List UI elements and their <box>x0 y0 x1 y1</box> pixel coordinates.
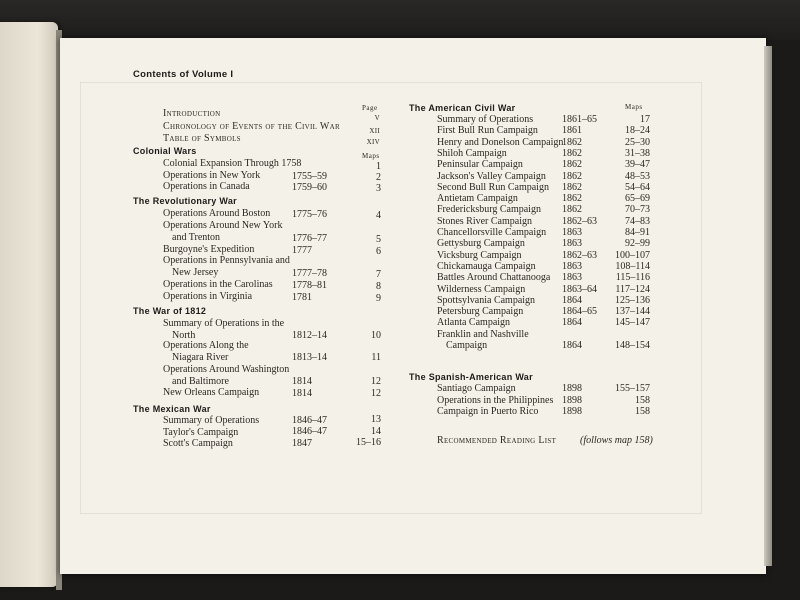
toc-item: Henry and Donelson Campaign <box>437 136 564 148</box>
heading-spanish-american-war: The Spanish-American War <box>409 372 533 382</box>
toc-item-maps: 145–147 <box>615 317 650 329</box>
toc-item: Operations Along the <box>163 340 249 351</box>
toc-item-cont: Campaign <box>446 340 488 352</box>
toc-item: Wilderness Campaign <box>437 283 526 295</box>
reading-list-note: (follows map 158) <box>580 435 653 446</box>
toc-item-cont: and Trenton <box>172 232 221 243</box>
toc-item: Atlanta Campaign <box>437 317 511 329</box>
toc-item-years: 1862–63 <box>562 215 597 227</box>
heading-colonial-wars: Colonial Wars <box>133 146 197 156</box>
toc-item-cont: Niagara River <box>172 352 229 363</box>
toc-item-years: 1814 <box>292 388 312 399</box>
toc-item-maps: 125–136 <box>615 294 650 306</box>
toc-item-years: 1863 <box>562 227 582 238</box>
toc-item: Operations Around Boston <box>163 208 271 219</box>
toc-item-maps: 65–69 <box>625 193 650 205</box>
toc-item: Battles Around Chattanooga <box>437 272 551 284</box>
toc-item-years: 1755–59 <box>292 171 327 182</box>
toc-item-maps: 148–154 <box>615 340 650 352</box>
toc-item-maps: 84–91 <box>625 227 650 238</box>
recommended-reading-list: Recommended Reading List <box>437 435 557 446</box>
toc-item-map: 3 <box>376 183 381 194</box>
toc-item: Summary of Operations <box>163 415 260 426</box>
toc-item-years: 1776–77 <box>292 233 327 244</box>
toc-item-cont: North <box>172 330 196 341</box>
toc-item-maps: 31–38 <box>625 147 650 159</box>
toc-item-years: 1777 <box>292 245 312 256</box>
toc-item: Operations in the Philippines <box>437 394 554 406</box>
toc-item-years: 1778–81 <box>292 280 327 291</box>
toc-item: Shiloh Campaign <box>437 147 507 159</box>
toc-item-years: 1846–47 <box>292 415 327 426</box>
heading-mexican-war: The Mexican War <box>133 404 211 414</box>
toc-item-map: 15–16 <box>356 437 381 448</box>
toc-item-maps: 39–47 <box>625 159 650 171</box>
toc-item-maps: 158 <box>635 394 650 406</box>
toc-item-years: 1814 <box>292 376 312 387</box>
toc-item: Scott's Campaign <box>163 438 233 449</box>
toc-item-map: 2 <box>376 172 381 183</box>
toc-item-map: 9 <box>376 293 381 304</box>
maps-column-label: Maps <box>625 103 643 111</box>
toc-item-years: 1813–14 <box>292 352 327 363</box>
toc-symbols-page: xiv <box>366 136 380 147</box>
toc-item-years: 1862 <box>562 159 582 171</box>
toc-item: Campaign in Puerto Rico <box>437 406 539 417</box>
toc-item-maps: 70–73 <box>625 204 650 216</box>
toc-item-years: 1812–14 <box>292 330 327 341</box>
toc-item-maps: 74–83 <box>625 215 650 227</box>
toc-item: Operations in Pennsylvania and <box>163 255 290 266</box>
toc-item-maps: 18–24 <box>625 125 650 137</box>
toc-item: Operations in Canada <box>163 181 250 192</box>
toc-item: Burgoyne's Expedition <box>163 244 255 255</box>
toc-item-map: 1 <box>376 161 381 172</box>
toc-item-years: 1862 <box>562 147 582 159</box>
toc-item-maps: 137–144 <box>615 306 650 318</box>
toc-item: Fredericksburg Campaign <box>437 204 541 216</box>
toc-item-map: 13 <box>371 414 381 425</box>
toc-item: Operations Around New York <box>163 220 283 231</box>
background <box>0 0 800 40</box>
toc-item-years: 1864–65 <box>562 306 597 318</box>
toc-item: First Bull Run Campaign <box>437 125 538 137</box>
toc-chronology: Chronology of Events of the Civil War <box>163 121 340 132</box>
toc-item-years: 1861–65 <box>562 114 597 125</box>
contents-title: Contents of Volume I <box>133 69 234 80</box>
toc-item-maps: 17 <box>640 114 650 125</box>
toc-item-map: 5 <box>376 234 381 245</box>
toc-item-years: 1864 <box>562 317 582 329</box>
heading-war-of-1812: The War of 1812 <box>133 306 207 316</box>
toc-item-years: 1862 <box>562 204 582 216</box>
toc-item-map: 8 <box>376 281 381 292</box>
toc-item-map: 12 <box>371 388 381 399</box>
toc-item: Colonial Expansion Through 1758 <box>163 158 302 169</box>
toc-item: Summary of Operations <box>437 114 534 125</box>
toc-introduction: Introduction <box>163 108 221 119</box>
toc-item: Gettysburg Campaign <box>437 238 525 250</box>
left-page-edge <box>0 22 58 587</box>
toc-item-years: 1898 <box>562 383 582 394</box>
toc-item: Operations in New York <box>163 170 261 181</box>
toc-item-years: 1863 <box>562 272 582 284</box>
toc-item: Vicksburg Campaign <box>437 249 522 261</box>
toc-item-years: 1862 <box>562 193 582 205</box>
toc-item-years: 1862–63 <box>562 249 597 261</box>
toc-item: Spottsylvania Campaign <box>437 294 536 306</box>
toc-item-years: 1775–76 <box>292 209 327 220</box>
toc-item-map: 12 <box>371 376 381 387</box>
toc-item: Stones River Campaign <box>437 215 532 227</box>
toc-item-maps: 25–30 <box>625 136 650 148</box>
toc-item-years: 1777–78 <box>292 268 327 279</box>
toc-item-maps: 48–53 <box>625 170 650 182</box>
toc-item-cont: New Jersey <box>172 267 219 278</box>
toc-item-years: 1846–47 <box>292 426 327 437</box>
toc-introduction-page: v <box>374 112 380 123</box>
toc-item: Jackson's Valley Campaign <box>437 170 546 182</box>
toc-item-maps: 158 <box>635 406 650 417</box>
toc-item-years: 1862 <box>562 181 582 193</box>
toc-item-maps: 92–99 <box>625 238 650 250</box>
heading-revolutionary-war: The Revolutionary War <box>133 196 237 206</box>
toc-item-years: 1863 <box>562 260 582 272</box>
toc-item-years: 1864 <box>562 340 582 352</box>
toc-item-maps: 100–107 <box>615 249 650 261</box>
toc-item-maps: 117–124 <box>615 283 650 295</box>
toc-item-maps: 115–116 <box>615 272 650 284</box>
toc-item-map: 11 <box>371 352 381 363</box>
toc-item-map: 7 <box>376 269 381 280</box>
toc-item-years: 1863 <box>562 238 582 250</box>
toc-item: Petersburg Campaign <box>437 306 524 318</box>
toc-item-years: 1861 <box>562 125 582 137</box>
toc-item: Second Bull Run Campaign <box>437 181 549 193</box>
toc-item-map: 14 <box>371 426 381 437</box>
toc-item: Chancellorsville Campaign <box>437 227 547 238</box>
toc-item: Operations in the Carolinas <box>163 279 273 290</box>
toc-item-years: 1864 <box>562 294 582 306</box>
toc-item-maps: 155–157 <box>615 383 650 394</box>
toc-item: Operations Around Washington <box>163 364 290 375</box>
toc-item: Operations in Virginia <box>163 291 253 302</box>
toc-item: Antietam Campaign <box>437 193 518 205</box>
toc-item-cont: and Baltimore <box>172 376 229 387</box>
toc-item-years: 1862 <box>562 136 582 148</box>
toc-item-years: 1847 <box>292 438 312 449</box>
page-column-label: Page <box>362 104 378 112</box>
toc-item-map: 6 <box>376 246 381 257</box>
toc-item-maps: 54–64 <box>625 181 650 193</box>
toc-item-years: 1781 <box>292 292 312 303</box>
toc-chronology-page: xii <box>369 125 380 136</box>
toc-item-years: 1862 <box>562 170 582 182</box>
toc-item-map: 4 <box>376 210 381 221</box>
toc-item-map: 10 <box>371 330 381 341</box>
toc-item: Franklin and Nashville <box>437 328 529 340</box>
toc-symbols: Table of Symbols <box>163 133 241 144</box>
toc-item: Summary of Operations in the <box>163 318 285 329</box>
toc-item: Peninsular Campaign <box>437 159 523 171</box>
toc-item-years: 1898 <box>562 394 582 406</box>
toc-item-years: 1863–64 <box>562 283 597 295</box>
toc-item-years: 1898 <box>562 406 582 417</box>
page-stack-edge <box>764 46 772 566</box>
heading-civil-war: The American Civil War <box>409 103 516 113</box>
toc-item: Chickamauga Campaign <box>437 260 536 272</box>
toc-item-years: 1759–60 <box>292 182 327 193</box>
toc-item: New Orleans Campaign <box>163 387 260 398</box>
toc-item: Taylor's Campaign <box>163 427 239 438</box>
maps-column-label: Maps <box>362 152 380 160</box>
toc-item: Santiago Campaign <box>437 383 516 394</box>
toc-item-maps: 108–114 <box>615 260 650 272</box>
